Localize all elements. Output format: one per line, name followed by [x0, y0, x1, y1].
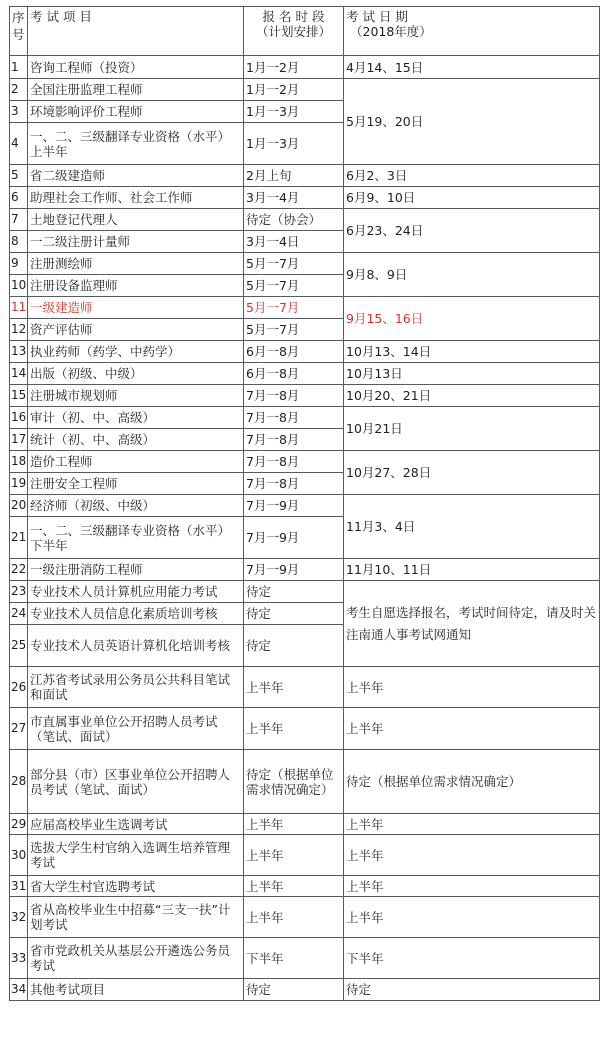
- exam-date: 11月3、4日: [344, 495, 600, 559]
- registration-period: 待定: [244, 581, 344, 603]
- registration-period: 待定: [244, 625, 344, 667]
- registration-period: 7月一9月: [244, 559, 344, 581]
- exam-date: 9月8、9日: [344, 253, 600, 297]
- table-row: [10, 253, 600, 275]
- row-number: 10: [10, 275, 28, 297]
- exam-date: 上半年: [344, 835, 600, 876]
- header-registration-line2: （计划安排）: [255, 24, 331, 39]
- row-number: 7: [10, 209, 28, 231]
- registration-period: 待定（根据单位需求情况确定）: [244, 750, 344, 814]
- table-row: [10, 559, 600, 581]
- row-number: 31: [10, 876, 28, 897]
- row-number: 12: [10, 319, 28, 341]
- table-row: [10, 581, 600, 603]
- exam-date: 4月14、15日: [344, 56, 600, 79]
- exam-schedule-table: [9, 6, 600, 1001]
- exam-item: 助理社会工作师、社会工作师: [28, 187, 244, 209]
- row-number: 15: [10, 385, 28, 407]
- registration-period: 7月一9月: [244, 517, 344, 559]
- registration-period: 待定: [244, 979, 344, 1001]
- table-row: [10, 979, 600, 1001]
- table-row: [10, 876, 600, 897]
- registration-period: 待定: [244, 603, 344, 625]
- exam-item: 省大学生村官选聘考试: [28, 876, 244, 897]
- exam-item: 咨询工程师（投资）: [28, 56, 244, 79]
- row-number: 1: [10, 56, 28, 79]
- registration-period: 5月一7月: [244, 275, 344, 297]
- row-number: 8: [10, 231, 28, 253]
- row-number: 6: [10, 187, 28, 209]
- exam-date: 待定（根据单位需求情况确定）: [344, 750, 600, 814]
- row-number: 28: [10, 750, 28, 814]
- row-number: 13: [10, 341, 28, 363]
- table-row: [10, 897, 600, 938]
- table-row: [10, 667, 600, 708]
- exam-item: 部分县（市）区事业单位公开招聘人员考试（笔试、面试）: [28, 750, 244, 814]
- table-row: [10, 495, 600, 517]
- exam-item: 省从高校毕业生中招募“三支一扶”计划考试: [28, 897, 244, 938]
- row-number: 18: [10, 451, 28, 473]
- registration-period: 1月一3月: [244, 123, 344, 165]
- row-number: 21: [10, 517, 28, 559]
- table-row: [10, 385, 600, 407]
- row-number: 19: [10, 473, 28, 495]
- row-number: 32: [10, 897, 28, 938]
- row-number: 26: [10, 667, 28, 708]
- exam-date: 考生自愿选择报名，考试时间待定，请及时关注南通人事考试网通知: [344, 581, 600, 667]
- registration-period: 7月一8月: [244, 451, 344, 473]
- row-number: 24: [10, 603, 28, 625]
- exam-item: 环境影响评价工程师: [28, 101, 244, 123]
- exam-date: 上半年: [344, 897, 600, 938]
- header-exam-date-line1: 考 试 日 期: [346, 9, 408, 24]
- exam-date: 9月15、16日: [344, 297, 600, 341]
- table-row: [10, 708, 600, 750]
- exam-date: 6月2、3日: [344, 165, 600, 187]
- header-exam-date: [344, 7, 600, 56]
- exam-item: 审计（初、中、高级）: [28, 407, 244, 429]
- exam-item: 一、二、三级翻译专业资格（水平）上半年: [28, 123, 244, 165]
- registration-period: 7月一8月: [244, 385, 344, 407]
- row-number: 3: [10, 101, 28, 123]
- exam-date: 下半年: [344, 938, 600, 979]
- row-number: 27: [10, 708, 28, 750]
- row-number: 5: [10, 165, 28, 187]
- registration-period: 上半年: [244, 708, 344, 750]
- exam-item: 选拔大学生村官纳入选调生培养管理考试: [28, 835, 244, 876]
- registration-period: 2月上旬: [244, 165, 344, 187]
- table-row: [10, 341, 600, 363]
- header-registration: [244, 7, 344, 56]
- exam-date: 10月20、21日: [344, 385, 600, 407]
- row-number: 14: [10, 363, 28, 385]
- exam-date: 上半年: [344, 708, 600, 750]
- registration-period: 下半年: [244, 938, 344, 979]
- exam-date: 待定: [344, 979, 600, 1001]
- row-number: 9: [10, 253, 28, 275]
- exam-item: 其他考试项目: [28, 979, 244, 1001]
- exam-date: 10月27、28日: [344, 451, 600, 495]
- registration-period: 6月一8月: [244, 363, 344, 385]
- row-number: 29: [10, 814, 28, 835]
- table-row: [10, 835, 600, 876]
- exam-item: 一、二、三级翻译专业资格（水平）下半年: [28, 517, 244, 559]
- exam-item: 注册安全工程师: [28, 473, 244, 495]
- table-row: [10, 165, 600, 187]
- table-row: [10, 407, 600, 429]
- header-item: 考 试 项 目: [28, 7, 244, 56]
- exam-item: 统计（初、中、高级）: [28, 429, 244, 451]
- table-row: [10, 297, 600, 319]
- exam-date: 11月10、11日: [344, 559, 600, 581]
- table-row: [10, 363, 600, 385]
- row-number: 22: [10, 559, 28, 581]
- exam-date: 上半年: [344, 667, 600, 708]
- exam-item: 注册测绘师: [28, 253, 244, 275]
- exam-item: 省市党政机关从基层公开遴选公务员考试: [28, 938, 244, 979]
- registration-period: 1月一2月: [244, 56, 344, 79]
- registration-period: 上半年: [244, 897, 344, 938]
- row-number: 34: [10, 979, 28, 1001]
- registration-period: 1月一2月: [244, 79, 344, 101]
- exam-item: 经济师（初级、中级）: [28, 495, 244, 517]
- exam-item: 一级建造师: [28, 297, 244, 319]
- exam-item: 省二级建造师: [28, 165, 244, 187]
- row-number: 23: [10, 581, 28, 603]
- row-number: 2: [10, 79, 28, 101]
- registration-period: 6月一8月: [244, 341, 344, 363]
- exam-date: 上半年: [344, 876, 600, 897]
- row-number: 11: [10, 297, 28, 319]
- table-row: [10, 209, 600, 231]
- exam-item: 土地登记代理人: [28, 209, 244, 231]
- row-number: 33: [10, 938, 28, 979]
- table-row: [10, 814, 600, 835]
- exam-date: 10月13、14日: [344, 341, 600, 363]
- exam-date: 6月23、24日: [344, 209, 600, 253]
- exam-date: 上半年: [344, 814, 600, 835]
- row-number: 25: [10, 625, 28, 667]
- registration-period: 3月一4月: [244, 187, 344, 209]
- header-seq: 序号: [10, 7, 28, 56]
- exam-item: 专业技术人员英语计算机化培训考核: [28, 625, 244, 667]
- exam-item: 出版（初级、中级）: [28, 363, 244, 385]
- exam-item: 一级注册消防工程师: [28, 559, 244, 581]
- registration-period: 上半年: [244, 876, 344, 897]
- row-number: 20: [10, 495, 28, 517]
- registration-period: 5月一7月: [244, 319, 344, 341]
- table-row: [10, 187, 600, 209]
- registration-period: 3月一4日: [244, 231, 344, 253]
- exam-item: 应届高校毕业生选调考试: [28, 814, 244, 835]
- registration-period: 上半年: [244, 667, 344, 708]
- exam-item: 注册设备监理师: [28, 275, 244, 297]
- row-number: 17: [10, 429, 28, 451]
- row-number: 4: [10, 123, 28, 165]
- header-exam-date-line2: （2018年度）: [350, 24, 432, 39]
- exam-item: 市直属事业单位公开招聘人员考试（笔试、面试）: [28, 708, 244, 750]
- exam-item: 资产评估师: [28, 319, 244, 341]
- registration-period: 上半年: [244, 835, 344, 876]
- exam-date: 10月13日: [344, 363, 600, 385]
- exam-date: 5月19、20日: [344, 79, 600, 165]
- registration-period: 7月一9月: [244, 495, 344, 517]
- row-number: 16: [10, 407, 28, 429]
- table-row: [10, 750, 600, 814]
- registration-period: 7月一8月: [244, 473, 344, 495]
- exam-date: 10月21日: [344, 407, 600, 451]
- exam-item: 专业技术人员计算机应用能力考试: [28, 581, 244, 603]
- exam-item: 执业药师（药学、中药学）: [28, 341, 244, 363]
- row-number: 30: [10, 835, 28, 876]
- registration-period: 5月一7月: [244, 297, 344, 319]
- exam-item: 江苏省考试录用公务员公共科目笔试和面试: [28, 667, 244, 708]
- table-row: [10, 56, 600, 79]
- table-row: [10, 79, 600, 101]
- registration-period: 待定（协会）: [244, 209, 344, 231]
- exam-item: 一二级注册计量师: [28, 231, 244, 253]
- exam-item: 专业技术人员信息化素质培训考核: [28, 603, 244, 625]
- table-header-row: [10, 7, 600, 56]
- registration-period: 1月一3月: [244, 101, 344, 123]
- exam-item: 全国注册监理工程师: [28, 79, 244, 101]
- registration-period: 7月一8月: [244, 429, 344, 451]
- registration-period: 7月一8月: [244, 407, 344, 429]
- header-registration-line1: 报 名 时 段: [262, 9, 325, 24]
- exam-item: 造价工程师: [28, 451, 244, 473]
- table-row: [10, 451, 600, 473]
- table-row: [10, 938, 600, 979]
- exam-date: 6月9、10日: [344, 187, 600, 209]
- registration-period: 5月一7月: [244, 253, 344, 275]
- registration-period: 上半年: [244, 814, 344, 835]
- exam-item: 注册城市规划师: [28, 385, 244, 407]
